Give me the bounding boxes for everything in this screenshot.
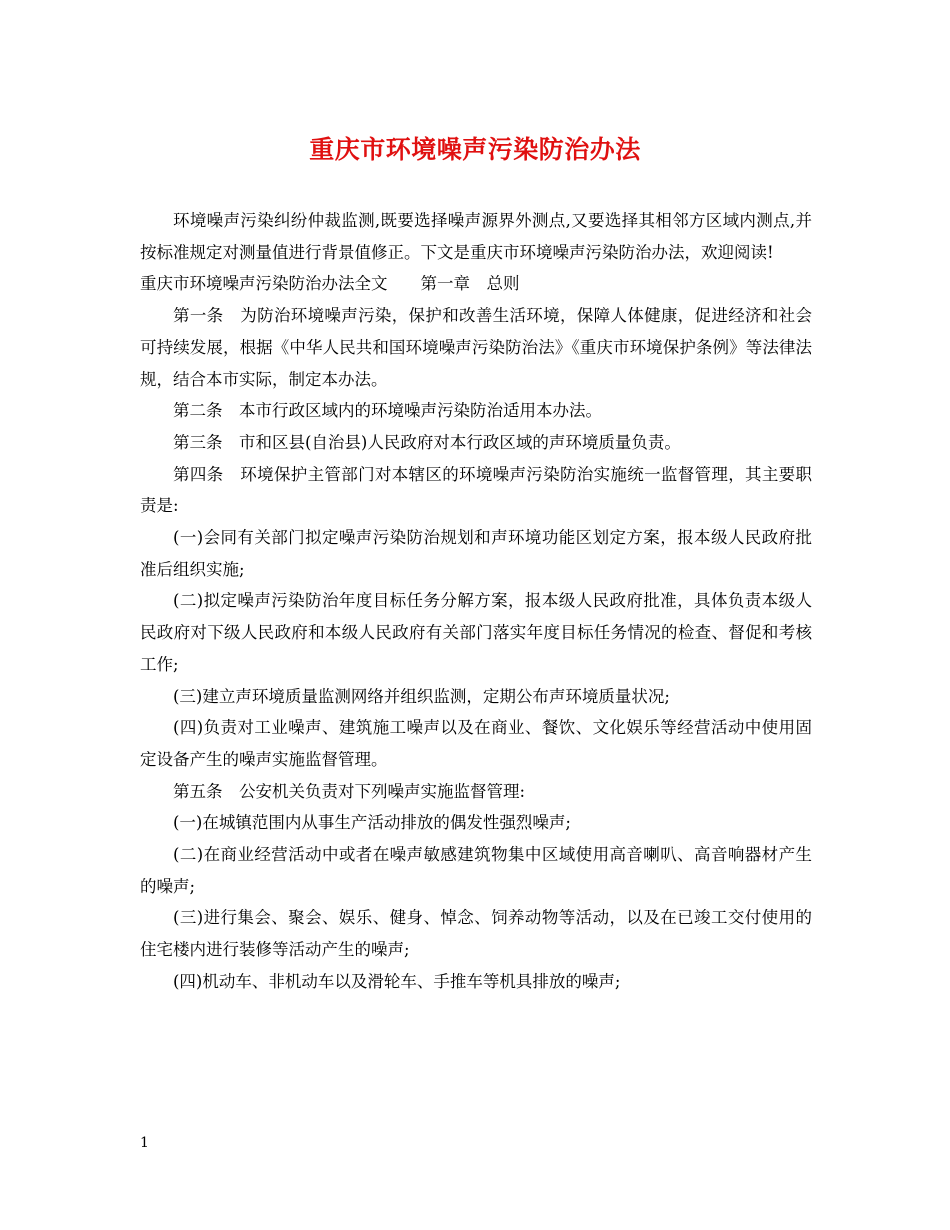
paragraph-article-5: 第五条 公安机关负责对下列噪声实施监督管理: [173, 781, 526, 801]
paragraph-article-4-item-4: (四)负责对工业噪声、建筑施工噪声以及在商业、餐饮、文化娱乐等经营活动中使用固定设备产生的噪声实施监督管理。 [140, 718, 812, 769]
paragraph-article-4-item-2: (二)拟定噪声污染防治年度目标任务分解方案，报本级人民政府批准，具体负责本级人民政府对下级人民政府和本级人民政府有关部门落实年度目标任务情况的检查、督促和考核工作; [140, 591, 812, 674]
document-title: 重庆市环境噪声污染防治办法 [309, 135, 641, 164]
paragraph-intro: 环境噪声污染纠纷仲裁监测,既要选择噪声源界外测点,又要选择其相邻方区域内测点,并按标准规定对测量值进行背景值修正。下文是重庆市环境噪声污染防治办法，欢迎阅读! [140, 211, 812, 262]
paragraph-article-1: 第一条 为防治环境噪声污染，保护和改善生活环境，保障人体健康，促进经济和社会可持续发展，根据《中华人民共和国环境噪声污染防治法》《重庆市环境保护条例》等法律法规，结合本市实际，制定本办法。 [140, 306, 812, 389]
paragraph-article-2: 第二条 本市行政区域内的环境噪声污染防治适用本办法。 [173, 401, 602, 421]
paragraph-article-3: 第三条 市和区县(自治县)人民政府对本行政区域的声环境质量负责。 [173, 432, 681, 452]
paragraph-article-4-item-1: (一)会同有关部门拟定噪声污染防治规划和声环境功能区划定方案，报本级人民政府批准后组织实施; [140, 528, 812, 579]
paragraph-article-5-item-3: (三)进行集会、聚会、娱乐、健身、悼念、饲养动物等活动，以及在已竣工交付使用的住宅楼内进行装修等活动产生的噪声; [140, 908, 812, 960]
page-number: 1 [140, 1135, 149, 1151]
paragraph-article-5-item-1: (一)在城镇范围内从事生产活动排放的偶发性强烈噪声; [173, 813, 571, 833]
paragraph-chapter-heading: 重庆市环境噪声污染防治办法全文 第一章 总则 [140, 274, 520, 294]
paragraph-article-5-item-4: (四)机动车、非机动车以及滑轮车、手推车等机具排放的噪声; [173, 971, 621, 991]
paragraph-article-4-item-3: (三)建立声环境质量监测网络并组织监测，定期公布声环境质量状况; [173, 686, 670, 706]
paragraph-article-4: 第四条 环境保护主管部门对本辖区的环境噪声污染防治实施统一监督管理，其主要职责是: [140, 464, 812, 516]
document-body [140, 205, 812, 998]
paragraph-article-5-item-2: (二)在商业经营活动中或者在噪声敏感建筑物集中区域使用高音喇叭、高音响器材产生的噪声; [140, 845, 812, 896]
